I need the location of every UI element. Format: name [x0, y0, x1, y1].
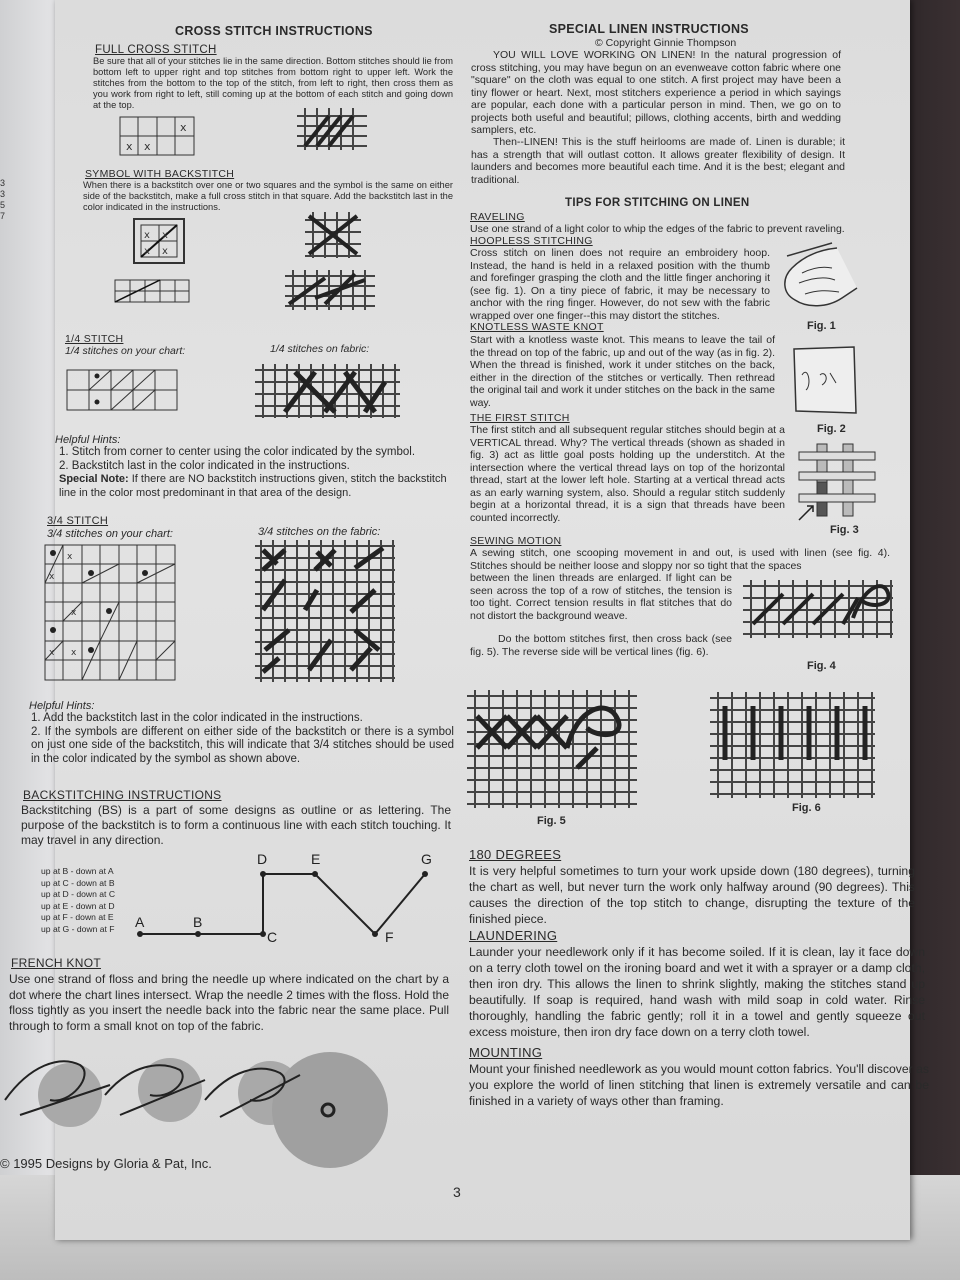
symbol-backstitch-text: When there is a backstitch over one or two squares and the symbol is the same on either side of the backstitch, make a full cross stitch in that square. Add the backstitch last in the color indicated in the instructions. [83, 180, 453, 212]
fig5-label: Fig. 5 [537, 815, 566, 827]
svg-text:x: x [144, 140, 151, 153]
backstitch-step: up at E - down at D [41, 900, 115, 911]
sewing-text-2: Do the bottom stitches first, then cross back (see fig. 5). The reverse side will be vertical lines (fig. 6). [470, 633, 732, 658]
laundering-text: Launder your needlework only if it has become soiled. If it is clean, lay it face down on a terry cloth towel on the ironing board and wet it with a sprayer or a damp cloth, then iron dry. This allows the linen to shrink slightly, making the stitches stand up beautifully. If soap is required, hand wash with mild soap in cold water. Rinse thoroughly, handling the fabric gently; roll it in a towel and gently squeeze out excess moisture, then iron dry face down on a terry cloth towel. [469, 945, 925, 1039]
first-stitch-heading: THE FIRST STITCH [470, 412, 570, 424]
full-cross-fabric [295, 106, 375, 151]
hints-1-item: 2. Backstitch last in the color indicated in the instructions. [59, 459, 350, 472]
byline: © Copyright Ginnie Thompson [595, 37, 737, 49]
quarter-stitch-fabric [255, 362, 405, 420]
backstitch-step: up at C - down at B [41, 877, 115, 888]
sewing-text-narrow: between the linen threads are enlarged. If light can be seen across the top of a row of stitches, the tension is too tight. Correct tension results in flat stitches that do not distort the background weave. [470, 572, 732, 622]
special-note-label: Special Note: [59, 473, 129, 485]
copyright-notice: © 1995 Designs by Gloria & Pat, Inc. [0, 1156, 212, 1171]
hints-2-item: 1. Add the backstitch last in the color indicated in the instructions. [31, 712, 363, 724]
quarter-stitch-heading: 1/4 STITCH [65, 333, 124, 345]
hints-2-title: Helpful Hints: [29, 700, 95, 712]
laundering-heading: LAUNDERING [469, 928, 558, 943]
svg-text:x: x [67, 552, 73, 562]
backstitching-text: Backstitching (BS) is a part of some designs as outline or as lettering. The purpose of the backstitch is to form a continuous line with each stitch touching. It may travel in any direction. [21, 803, 451, 847]
quarter-chart-caption: 1/4 stitches on your chart: [65, 345, 186, 357]
three-quarter-heading: 3/4 STITCH [47, 515, 109, 527]
three-quarter-fabric-caption: 3/4 stitches on the fabric: [258, 526, 381, 538]
svg-text:x: x [162, 230, 168, 241]
fig2-label: Fig. 2 [817, 423, 846, 435]
fig1-hand-illustration [777, 238, 862, 320]
three-quarter-fabric [255, 540, 400, 685]
edge-digits [0, 178, 5, 222]
svg-text:x: x [49, 572, 55, 582]
full-cross-chart [120, 115, 200, 157]
special-linen-title: SPECIAL LINEN INSTRUCTIONS [549, 22, 749, 36]
backstitching-heading: BACKSTITCHING INSTRUCTIONS [23, 788, 222, 802]
backstitch-step: up at B - down at A [41, 866, 114, 876]
knotless-text: Start with a knotless waste knot. This means to leave the tail of the thread on top of the fabric, up and out of the way (as in fig. 2). When the thread is finished, work it under stitches on the back, either in the direction of the stitches or vertically. Then rethread the original tail and work it under stitches on the back in the same way. [470, 334, 775, 409]
edge-digit: 3 [0, 178, 6, 188]
backstitch-symbol-fabric [305, 210, 365, 260]
fig6-reverse-illustration [710, 690, 880, 800]
cross-stitch-title: CROSS STITCH INSTRUCTIONS [175, 24, 373, 38]
symbol-backstitch-heading: SYMBOL WITH BACKSTITCH [85, 168, 235, 180]
fig4-sewing-illustration [743, 578, 898, 640]
page-number: 3 [453, 1184, 461, 1200]
special-note [59, 473, 455, 500]
full-cross-heading: FULL CROSS STITCH [95, 44, 217, 56]
intro-paragraph-2: Then--LINEN! This is the stuff heirlooms are made of. Linen is durable; it has a strength that will outlast cotton. It allows greater flexibility of design. It launders and becomes more beautiful each time. And it is the best; elegant and traditional. [471, 136, 845, 186]
fig3-label: Fig. 3 [830, 524, 859, 536]
first-stitch-text: The first stitch and all subsequent regular stitches should begin at a VERTICAL thread. Why? The vertical threads (shown as shaded in fig. 3) act as little goal posts holding up the understitch. At the intersection where the vertical thread lays on top of the horizontal thread, start at the lower left hole. Starting at a vertical thread acts as an early warning system, also. Should a regular stitch suddenly begin at a horizontal thread, it is a sign that threads have been counted incorrectly. [470, 424, 785, 524]
fig1-label: Fig. 1 [807, 320, 836, 332]
full-cross-text: Be sure that all of your stitches lie in the same direction. Bottom stitches should lie from bottom left to upper right and top stitches from bottom right to upper left. Work the stitches from the bottom to the top of the stitch, from left to right, then cross them as you work from right to left, still coming up at the bottom of each stitch and going down at the top. [93, 56, 453, 110]
svg-text:x: x [71, 648, 77, 658]
french-knot-text: Use one strand of floss and bring the needle up where indicated on the chart by a dot where the chart lines intersect. Wrap the needle 2 times with the floss. Hold the floss tightly as you insert the needle back into the fabric near the same place. Pull through to form a small knot on top of the fabric. [9, 972, 450, 1033]
backstitch-step: up at F - down at E [41, 912, 114, 922]
point-label: D [257, 851, 268, 867]
hints-2-item: 2. If the symbols are different on either side of the backstitch or there is a symbol on just one side of the backstitch, this will indicate that 3/4 stitches should be used in the color indicated by the symbol as shown above. [31, 725, 454, 765]
three-quarter-chart-caption: 3/4 stitches on your chart: [47, 528, 173, 540]
point-label: F [385, 929, 394, 945]
raveling-heading: RAVELING [470, 211, 525, 223]
svg-text:x: x [49, 648, 55, 658]
fig6-label: Fig. 6 [792, 802, 821, 814]
degrees-heading: 180 DEGREES [469, 847, 562, 862]
svg-text:x: x [144, 246, 150, 257]
backstitch-symbol-chart [133, 218, 188, 266]
svg-text:x: x [71, 608, 77, 618]
hints-1-item: 1. Stitch from corner to center using the color indicated by the symbol. [59, 446, 416, 458]
fig2-fabric-illustration [790, 345, 860, 417]
point-label: C [267, 929, 278, 945]
svg-text:x: x [162, 246, 168, 257]
hoopless-heading: HOOPLESS STITCHING [470, 235, 593, 247]
quarter-stitch-chart [67, 368, 182, 413]
mounting-heading: MOUNTING [469, 1045, 543, 1060]
knotless-heading: KNOTLESS WASTE KNOT [470, 321, 604, 333]
french-knot-heading: FRENCH KNOT [11, 956, 101, 970]
backstitch-step: up at G - down at F [41, 923, 115, 934]
hints-1-title: Helpful Hints: [55, 434, 121, 446]
three-quarter-chart [45, 545, 180, 685]
backstitch-step: up at D - down at C [41, 889, 116, 899]
french-knot-illustrations [0, 1045, 400, 1170]
svg-text:x: x [144, 230, 150, 241]
helpful-hints-1 [55, 434, 455, 500]
point-label: E [311, 851, 321, 867]
helpful-hints-2 [29, 700, 454, 766]
point-label: G [421, 851, 432, 867]
backstitch-path-diagram [135, 852, 435, 947]
point-label: B [193, 914, 203, 930]
point-label: A [135, 914, 145, 930]
backstitch-row-chart [115, 278, 193, 304]
fig3-weave-illustration [795, 442, 880, 524]
raveling-text: Use one strand of a light color to whip the edges of the fabric to prevent raveling. [470, 223, 845, 235]
svg-text:x: x [126, 140, 133, 153]
intro-paragraph-1: YOU WILL LOVE WORKING ON LINEN! In the natural progression of cross stitching, you may have begun on an evenweave cotton fabric where one "square" on the cloth was equal to one stitch. A first project may have been a tiny flower or heart. Next, most stitchers experience a period in which sayings are popular, each done with a particular person in mind. Then, we go on to projects both useful and beautiful; pillows, clothing accents, birth and wedding samplers, etc. [471, 49, 841, 136]
svg-text:x: x [180, 121, 187, 134]
sewing-text-full: A sewing stitch, one scooping movement in and out, is used with linen (see fig. 4). Stitches should be neither loose and sloppy nor so tight that the spaces [470, 547, 890, 572]
edge-digit: 5 [0, 200, 6, 210]
tips-title: TIPS FOR STITCHING ON LINEN [565, 197, 750, 209]
hoopless-text: Cross stitch on linen does not require an embroidery hoop. Instead, the hand is held in a relaxed position with the thumb and forefinger grasping the cloth and the little finger anchoring it (see fig. 1). On a tiny piece of fabric, it may be necessary to anchor with the ring finger. However, do not sew with the fabric wrapped over one finger--this may distort the stitches. [470, 247, 770, 322]
special-note-text: If there are NO backstitch instructions given, stitch the backstitch line in the color most predominant in that area of the design. [59, 473, 447, 499]
fig4-label: Fig. 4 [807, 660, 836, 672]
backstitch-steps [41, 866, 115, 935]
quarter-fabric-caption: 1/4 stitches on fabric: [270, 343, 370, 355]
edge-digit: 7 [0, 211, 6, 221]
backstitch-row-fabric [285, 268, 380, 310]
degrees-text: It is very helpful sometimes to turn your work upside down (180 degrees), turning the chart as well, but never turn the work only halfway around (90 degrees). This causes the direction of the top stitch to change, disrupting the texture of the finished piece. [469, 864, 915, 926]
fig5-cross-illustration [467, 688, 642, 810]
mounting-text: Mount your finished needlework as you would mount cotton fabrics. You'll discover as you explore the world of linen stitching that linen is extremely versatile and can be finished in a variety of ways other than framing. [469, 1062, 929, 1108]
sewing-heading: SEWING MOTION [470, 535, 562, 547]
edge-digit: 3 [0, 189, 6, 199]
